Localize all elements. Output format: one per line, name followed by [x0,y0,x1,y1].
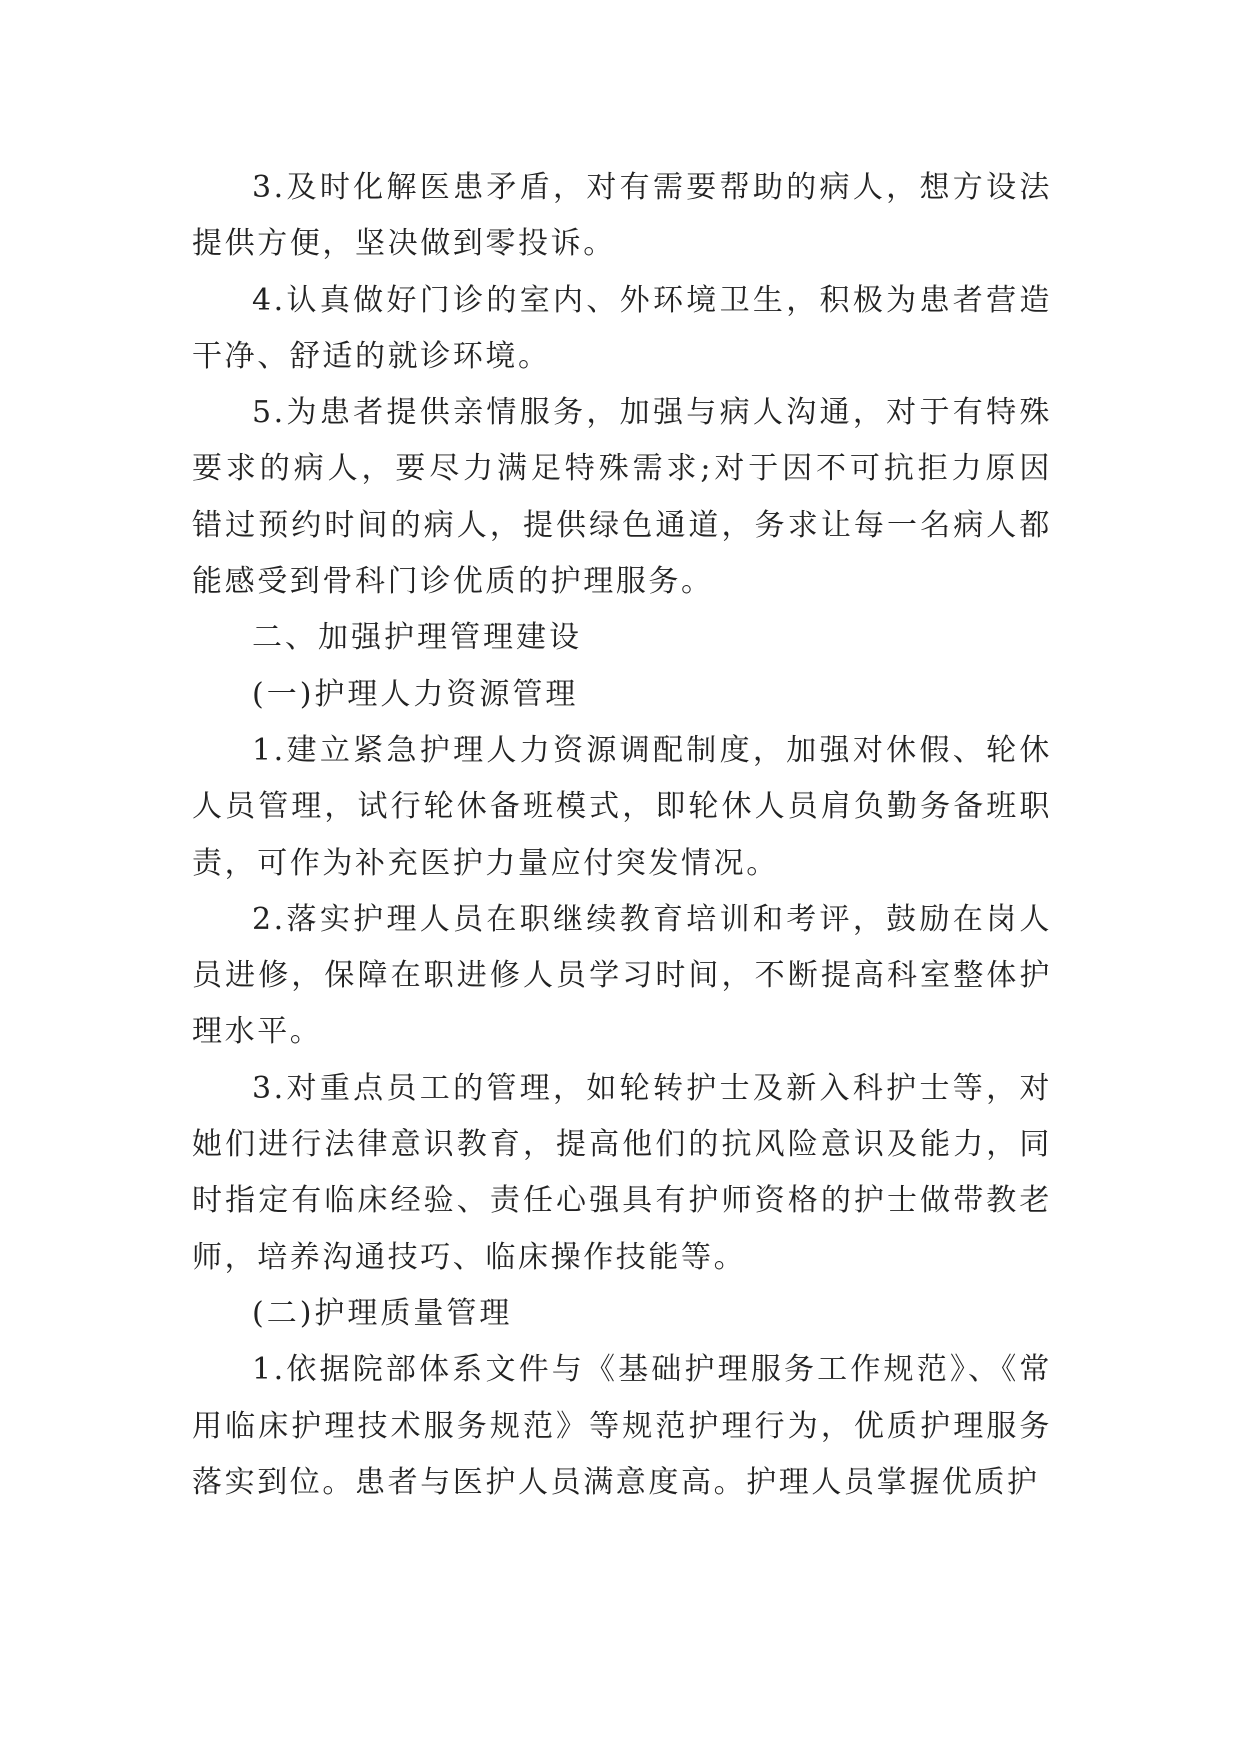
paragraph-quality-1: 1.依据院部体系文件与《基础护理服务工作规范》、《常用临床护理技术服务规范》等规范护理行为，优质护理服务落实到位。患者与医护人员满意度高。护理人员掌握优质护 [192,1352,1052,1500]
document-body [192,160,1052,1511]
paragraph-staffing-2: 2.落实护理人员在职继续教育培训和考评，鼓励在岗人员进修，保障在职进修人员学习时间，不断提高科室整体护理水平。 [192,901,1052,1050]
paragraph-staffing-3: 3.对重点员工的管理，如轮转护士及新入科护士等，对她们进行法律意识教育，提高他们的抗风险意识及能力，同时指定有临床经验、责任心强具有护师资格的护士做带教老师，培养沟通技巧、临床操作技能等。 [192,1070,1052,1275]
subsection-heading-2: (二)护理质量管理 [252,1295,513,1331]
section-heading-2: 二、加强护理管理建设 [252,620,582,656]
subsection-heading-1: (一)护理人力资源管理 [252,676,579,712]
paragraph-item-4-environment: 4.认真做好门诊的室内、外环境卫生，积极为患者营造干净、舒适的就诊环境。 [192,282,1052,374]
paragraph-item-5-service: 5.为患者提供亲情服务，加强与病人沟通，对于有特殊要求的病人，要尽力满足特殊需求;对于因不可抗拒力原因错过预约时间的病人，提供绿色通道，务求让每一名病人都能感受到骨科门诊优质的护理服务。 [192,395,1052,600]
paragraph-staffing-1: 1.建立紧急护理人力资源调配制度，加强对休假、轮休人员管理，试行轮休备班模式，即轮休人员肩负勤务备班职责，可作为补充医护力量应付突发情况。 [192,732,1052,881]
paragraph-item-3-conflict: 3.及时化解医患矛盾，对有需要帮助的病人，想方设法提供方便，坚决做到零投诉。 [192,170,1052,262]
